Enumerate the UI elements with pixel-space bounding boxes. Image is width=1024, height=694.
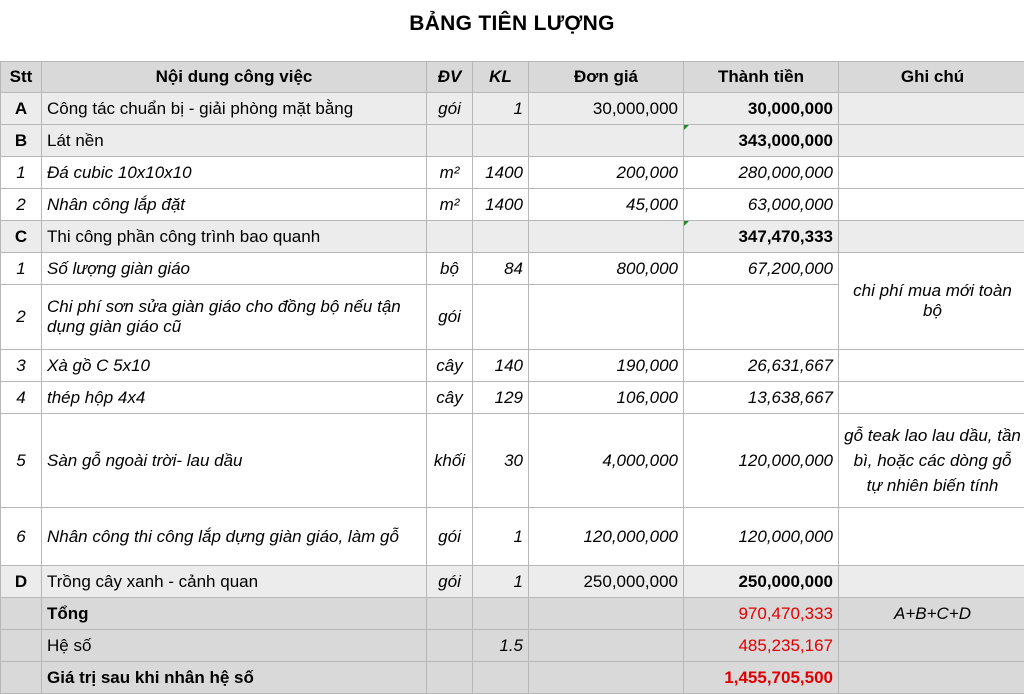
cell-qty[interactable] [473, 125, 529, 157]
cell-amount[interactable]: 120,000,000 [684, 508, 839, 566]
cell-unit[interactable] [427, 630, 473, 662]
table-row [1, 350, 1024, 382]
cell-unit[interactable] [427, 598, 473, 630]
cell-note[interactable] [839, 630, 1024, 662]
final-value[interactable]: 1,455,705,500 [684, 662, 839, 694]
cell-stt[interactable] [1, 598, 42, 630]
cell-amount[interactable]: 343,000,000 [684, 125, 839, 157]
cell-stt[interactable]: 2 [1, 189, 42, 221]
cell-amount[interactable]: 63,000,000 [684, 189, 839, 221]
cell-unit[interactable] [427, 125, 473, 157]
total-note[interactable]: A+B+C+D [839, 598, 1024, 630]
cell-amount[interactable]: 30,000,000 [684, 93, 839, 125]
cell-price[interactable]: 4,000,000 [529, 414, 684, 508]
cell-amount[interactable]: 67,200,000 [684, 253, 839, 285]
cell-unit[interactable]: gói [427, 285, 473, 350]
cell-qty[interactable]: 84 [473, 253, 529, 285]
coefficient-row [1, 630, 1024, 662]
total-row [1, 598, 1024, 630]
table-row [1, 414, 1024, 508]
coefficient-value[interactable]: 1.5 [473, 630, 529, 662]
cell-unit[interactable]: bộ [427, 253, 473, 285]
cell-qty[interactable]: 30 [473, 414, 529, 508]
cell-price[interactable]: 800,000 [529, 253, 684, 285]
table-row [1, 508, 1024, 566]
col-header-stt[interactable]: Stt [1, 62, 42, 93]
cell-qty[interactable] [473, 221, 529, 253]
cell-amount[interactable]: 347,470,333 [684, 221, 839, 253]
cell-note[interactable] [839, 350, 1024, 382]
cell-qty[interactable]: 1 [473, 93, 529, 125]
cell-note[interactable] [839, 566, 1024, 598]
cell-unit[interactable]: m² [427, 189, 473, 221]
page-title: BẢNG TIÊN LƯỢNG [0, 12, 1024, 36]
cell-qty[interactable]: 1 [473, 508, 529, 566]
cell-price[interactable] [529, 630, 684, 662]
cell-unit[interactable]: gói [427, 566, 473, 598]
cell-note[interactable] [839, 221, 1024, 253]
table-row [1, 157, 1024, 189]
coefficient-label[interactable]: Hệ số [42, 630, 427, 662]
col-header-unit[interactable]: ĐV [427, 62, 473, 93]
cell-amount[interactable]: 26,631,667 [684, 350, 839, 382]
cell-price[interactable] [529, 221, 684, 253]
cell-content[interactable]: Nhân công thi công lắp dựng giàn giáo, làm gỗ [42, 508, 427, 566]
cell-qty[interactable] [473, 598, 529, 630]
col-header-amount[interactable]: Thành tiền [684, 62, 839, 93]
cell-note[interactable] [839, 125, 1024, 157]
cell-amount[interactable]: 280,000,000 [684, 157, 839, 189]
cell-note[interactable] [839, 508, 1024, 566]
cell-amount[interactable] [684, 285, 839, 350]
table-row [1, 221, 1024, 253]
cell-price[interactable] [529, 285, 684, 350]
cell-qty[interactable]: 140 [473, 350, 529, 382]
cell-qty[interactable]: 1 [473, 566, 529, 598]
cell-stt[interactable]: 2 [1, 285, 42, 350]
cell-price[interactable]: 30,000,000 [529, 93, 684, 125]
cell-stt[interactable]: 1 [1, 253, 42, 285]
cell-stt[interactable]: 6 [1, 508, 42, 566]
table-row [1, 189, 1024, 221]
cell-content[interactable]: Chi phí sơn sửa giàn giáo cho đồng bộ nếu tận dụng giàn giáo cũ [42, 285, 427, 350]
cell-unit[interactable]: cây [427, 350, 473, 382]
cell-qty[interactable]: 1400 [473, 189, 529, 221]
cell-price[interactable] [529, 598, 684, 630]
col-header-note[interactable]: Ghi chú [839, 62, 1024, 93]
cell-note[interactable] [839, 189, 1024, 221]
cell-content[interactable]: Lát nền [42, 125, 427, 157]
table-row [1, 93, 1024, 125]
cell-unit[interactable]: gói [427, 508, 473, 566]
cell-content[interactable]: Sàn gỗ ngoài trời- lau dầu [42, 414, 427, 508]
cell-content[interactable]: Thi công phần công trình bao quanh [42, 221, 427, 253]
cell-content[interactable]: Nhân công lắp đặt [42, 189, 427, 221]
cell-amount[interactable]: 120,000,000 [684, 414, 839, 508]
cell-content[interactable]: Công tác chuẩn bị - giải phòng mặt bằng [42, 93, 427, 125]
coefficient-amount[interactable]: 485,235,167 [684, 630, 839, 662]
table-row [1, 125, 1024, 157]
cell-note[interactable]: gỗ teak lao lau dầu, tần bì, hoặc các dòng gỗ tự nhiên biến tính [839, 414, 1024, 508]
cell-content[interactable]: thép hộp 4x4 [42, 382, 427, 414]
estimate-table [0, 61, 1024, 694]
cell-stt[interactable]: 1 [1, 157, 42, 189]
cell-stt[interactable]: 5 [1, 414, 42, 508]
cell-note[interactable] [839, 382, 1024, 414]
cell-unit[interactable]: cây [427, 382, 473, 414]
cell-unit[interactable]: gói [427, 93, 473, 125]
cell-price[interactable]: 120,000,000 [529, 508, 684, 566]
cell-price[interactable]: 45,000 [529, 189, 684, 221]
cell-price[interactable]: 250,000,000 [529, 566, 684, 598]
cell-stt[interactable]: A [1, 93, 42, 125]
cell-content[interactable]: Đá cubic 10x10x10 [42, 157, 427, 189]
cell-stt[interactable]: C [1, 221, 42, 253]
cell-stt[interactable] [1, 630, 42, 662]
col-header-price[interactable]: Đơn giá [529, 62, 684, 93]
final-label[interactable]: Giá trị sau khi nhân hệ số [42, 662, 427, 694]
cell-content[interactable]: Trồng cây xanh - cảnh quan [42, 566, 427, 598]
cell-content[interactable]: Xà gồ C 5x10 [42, 350, 427, 382]
cell-stt[interactable]: 3 [1, 350, 42, 382]
header-row [1, 62, 1024, 93]
table-row [1, 566, 1024, 598]
cell-unit[interactable]: m² [427, 157, 473, 189]
cell-price[interactable]: 190,000 [529, 350, 684, 382]
cell-price[interactable] [529, 125, 684, 157]
cell-amount[interactable]: 13,638,667 [684, 382, 839, 414]
col-header-qty[interactable]: KL [473, 62, 529, 93]
cell-note[interactable] [839, 93, 1024, 125]
cell-price[interactable]: 106,000 [529, 382, 684, 414]
cell-stt[interactable]: 4 [1, 382, 42, 414]
total-value[interactable]: 970,470,333 [684, 598, 839, 630]
cell-stt[interactable]: B [1, 125, 42, 157]
cell-note[interactable]: chi phí mua mới toàn bộ [839, 253, 1024, 350]
cell-qty[interactable]: 1400 [473, 157, 529, 189]
table-row [1, 253, 1024, 285]
cell-note[interactable] [839, 157, 1024, 189]
table-row [1, 382, 1024, 414]
cell-qty[interactable]: 129 [473, 382, 529, 414]
col-header-content[interactable]: Nội dung công việc [42, 62, 427, 93]
cell-content[interactable]: Số lượng giàn giáo [42, 253, 427, 285]
cell-unit[interactable] [427, 221, 473, 253]
cell-qty[interactable] [473, 285, 529, 350]
total-label[interactable]: Tổng [42, 598, 427, 630]
cell-price[interactable]: 200,000 [529, 157, 684, 189]
cell-unit[interactable]: khối [427, 414, 473, 508]
cell-amount[interactable]: 250,000,000 [684, 566, 839, 598]
cell-stt[interactable]: D [1, 566, 42, 598]
